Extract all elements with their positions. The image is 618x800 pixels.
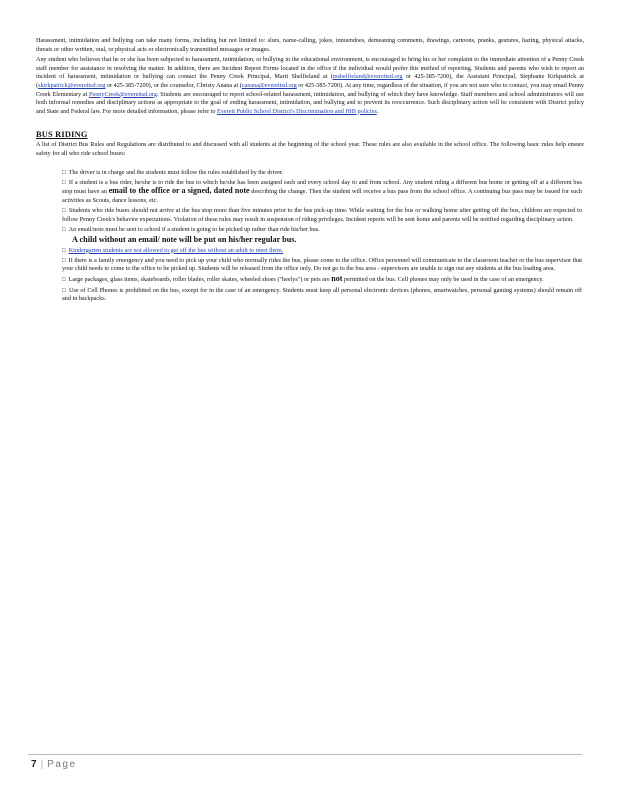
checkbox-bullet-icon: □	[62, 226, 66, 233]
list-item	[62, 207, 582, 224]
page-content	[36, 37, 584, 305]
rule-pickup-note: An email/note must be sent to school if a student is going to be picked up rather than ride his/her bus.	[68, 225, 320, 233]
list-item	[62, 169, 582, 178]
district-policy-link[interactable]: Everett Public School District's Discrimination and HIB policies	[217, 107, 377, 115]
bus-riding-heading: BUS RIDING	[36, 130, 88, 140]
rule-driver-in-charge: The driver is in charge and the students must follow the rules established by the driver.	[68, 168, 284, 176]
list-item	[62, 275, 582, 285]
checkbox-bullet-icon: □	[62, 287, 66, 294]
page-number: 7	[31, 759, 37, 770]
reporting-text-4: or 425-385-7200). At any time, regardless of the situation, if you are not sure who to contact, you may email Penny Creek Elementary at	[36, 81, 584, 98]
rule-assigned-bus-text-2: describing the change. Then the student will receive a bus pass from the school office. A continuing bus pass may be issued for such activities as Scouts, dance lessons, etc.	[62, 188, 583, 204]
reporting-text-3: or 425-385-7200), or the counselor, Christy Anana at (	[105, 81, 242, 89]
checkbox-bullet-icon: □	[62, 247, 66, 254]
rule-family-emergency: If there is a family emergency and you need to pick up your child who normally rides the bus, please come to the office. Office personnel will communicate to the classroom teacher or the bus supervisor that your child needs to come to the office to be picked up. Students will be released from the office only. Do not go to the bus area - supervisors are unable to sign out any students at the bus loading area.	[62, 256, 582, 273]
checkbox-bullet-icon: □	[62, 207, 66, 214]
bus-rules-list	[62, 169, 582, 304]
list-item	[62, 226, 582, 246]
reporting-text-5: . Students are encouraged to report school-related harassment, intimidation, and bullying of which they have knowledge. Staff members and school administrators will use both informal remedies and disciplinary actions as appropriate to the goal of ending harassment, intimidation, and bullying and to prevent its reoccurrence. Such disciplinary action will be consistent with District policy and State and Federal law. For more detailed information, please refer to	[36, 90, 585, 115]
rule-kindergarten: Kindergarten students are not allowed to get off the bus without an adult to meet them.	[68, 246, 284, 254]
rule-assigned-bus-emphasis: email to the office or a signed, dated note	[108, 186, 250, 196]
checkbox-bullet-icon: □	[62, 277, 66, 284]
reporting-paragraph	[36, 56, 584, 116]
principal-email-link[interactable]: mshelfieland@everettsd.org	[332, 73, 403, 81]
rule-pickup-emphasis-text: A child without an email/ note will be put on his/her regular bus	[72, 235, 295, 245]
list-item	[62, 247, 582, 256]
page-footer	[31, 759, 77, 770]
reporting-text-2: or 425-385-7200), the Assistant Principal, Stephanie Kirkpatrick at (	[36, 73, 584, 89]
rule-assigned-bus-text: If a student is a bus rider, he/she is to ride the bus to which he/she has been assigned each and every school day to and from school. Any student riding a different bus home or getting off at a different bus stop must have an	[62, 178, 582, 196]
school-email-link[interactable]: PennyCreek@everettsd.org	[89, 90, 157, 98]
reporting-text-6: .	[376, 107, 379, 115]
rule-prohibited-items-2: permitted on the bus. Cell phones may only be used in the case of an emergency.	[343, 276, 544, 284]
list-item	[62, 179, 582, 206]
rule-bus-stop-behavior: Students who ride buses should not arrive at the bus stop more than five minutes prior to the bus pick-up time. While waiting for the bus or walking home after getting off the bus, children are expected to follow Penny Creek's behavior expectations. Violation of these rules may result in suspension of riding privileges. Incident reports will be sent home and parents will be notified regarding disciplinary action.	[62, 206, 582, 223]
rule-pickup-emphasis	[72, 235, 582, 245]
rule-prohibited-items-emphasis: not	[331, 274, 343, 284]
bus-intro-paragraph: A list of District Bus Rules and Regulations are distributed to and discussed with all students at the beginning of the school year. These rules are also available in the school office. The following basic rules help ensure safety for all who ride school buses:	[36, 141, 584, 157]
harassment-forms-paragraph: Harassment, intimidation and bullying can take many forms, including but not limited to: slurs, name-calling, jokes, innuendoes, demeaning comments, drawings, cartoons, pranks, gestures, hazing, physical attacks, threats or other written, oral, or physical acts or electronically transmitted messages or images.	[36, 37, 584, 53]
list-item	[62, 257, 582, 274]
footer-divider	[28, 754, 582, 755]
rule-pickup-emphasis-period: .	[294, 235, 297, 245]
footer-separator: |	[40, 759, 44, 770]
checkbox-bullet-icon: □	[62, 179, 66, 186]
rule-prohibited-items: Large packages, glass items, skateboards, roller blades, roller skates, wheeled shoes ("heelys") or pets are	[68, 276, 330, 284]
checkbox-bullet-icon: □	[62, 169, 66, 176]
list-item	[62, 287, 582, 304]
page-label: Page	[47, 759, 77, 770]
reporting-text-1: Any student who believes that he or she has been subjected to harassment, intimidation, or bullying in the educational environment, is encouraged to bring his or her complaint to the immediate attention of a Penny Creek staff member for assistance in resolving the matter. In addition, there are Incident Report Forms located in the office if the individual would prefer this method of reporting. Students and parents who wish to report an incident of harassment, intimidation or bullying can contact the Penny Creek Principal, Marti Shelfieland at (	[36, 56, 584, 81]
checkbox-bullet-icon: □	[62, 257, 66, 264]
counselor-email-link[interactable]: canana@everettsd.org	[241, 81, 297, 89]
assistant-principal-email-link[interactable]: skirkpatrick@everettsd.org	[38, 81, 106, 89]
rule-cell-phones: Use of Cell Phones is prohibited on the bus, except for in the case of an emergency. Students must keep all personal electronic devices (phones, smartwatches, personal gaming systems) should remain off and in backpacks.	[62, 286, 582, 303]
